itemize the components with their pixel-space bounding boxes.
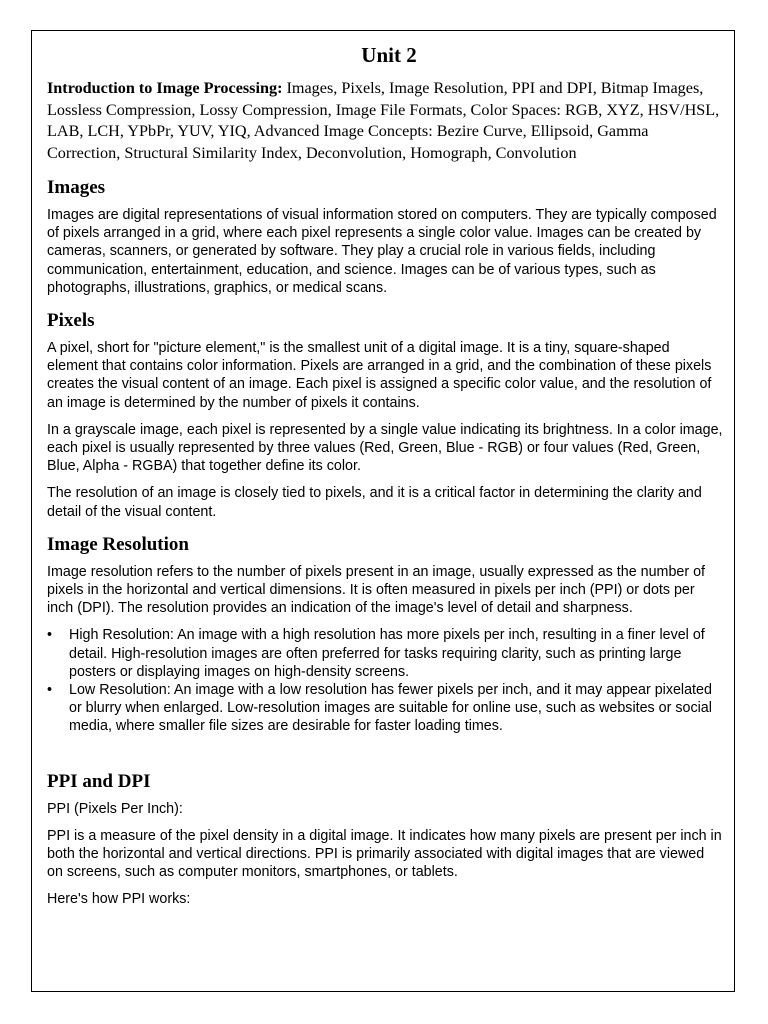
low-resolution-text: Low Resolution: An image with a low resolution has fewer pixels per inch, and it may appear pixelated or blurry when enlarged. Low-resolution images are suitable for online use, such as websites or social media, where smaller file sizes are desirable for faster loading times.	[69, 682, 712, 735]
resolution-bullet-list	[47, 626, 723, 735]
pixels-paragraph-2: In a grayscale image, each pixel is represented by a single value indicating its brightness. In a color image, each pixel is usually represented by three values (Red, Green, Blue - RGB) or four values (Red, Green, Blue, Alpha - RGBA) that together define its color.	[47, 421, 723, 475]
pixels-heading: Pixels	[47, 310, 95, 332]
image-resolution-heading: Image Resolution	[47, 533, 189, 555]
list-item	[47, 681, 723, 736]
high-resolution-text: High Resolution: An image with a high resolution has more pixels per inch, resulting in a finer level of detail. High-resolution images are often preferred for tasks requiring clarity, such as printing large posters or displaying images on high-density screens.	[69, 627, 705, 680]
pixels-paragraph-3: The resolution of an image is closely tied to pixels, and it is a critical factor in determining the clarity and detail of the visual content.	[47, 485, 702, 520]
unit-title: Unit 2	[361, 43, 417, 67]
images-heading: Images	[47, 177, 106, 198]
section-spacer	[47, 736, 723, 770]
bullet-icon: •	[47, 627, 53, 644]
intro-label: Introduction to Image Processing:	[47, 79, 283, 97]
pixels-paragraph-1: A pixel, short for "picture element," is the smallest unit of a digital image. It is a tiny, square-shaped element that contains color information. Pixels are arranged in a grid, and the combination of these pixels creates the visual content of an image. Each pixel is assigned a specific color value, and the resolution of an image is determined by the number of pixels it contains.	[47, 340, 712, 411]
list-item	[47, 626, 723, 681]
ppi-works-paragraph: Here's how PPI works:	[47, 891, 191, 908]
image-resolution-paragraph: Image resolution refers to the number of pixels present in an image, usually expressed as the number of pixels in the horizontal and vertical dimensions. It is often measured in pixels per inch (PPI) or dots per inch (DPI). The resolution provides an indication of the image's level of detail and sharpness.	[47, 563, 706, 617]
intro-text: Images, Pixels, Image Resolution, PPI and DPI, Bitmap Images, Lossless Compression, Lossy Compression, Image File Formats, Color Spaces: RGB, XYZ, HSV/HSL, LAB, LCH, YPbPr, YUV, YIQ, Advanced Image Concepts: Bezire Curve, Ellipsoid, Gamma Correction, Structural Similarity Index, Deconvolution, Homograph, Convolution	[47, 79, 720, 162]
images-paragraph: Images are digital representations of visual information stored on computers. They are typically composed of pixels arranged in a grid, where each pixel represents a single color value. Images can be created by cameras, scanners, or generated by software. They play a crucial role in various fields, including communication, entertainment, education, and science. Images can be of various types, such as photographs, illustrations, graphics, or medical scans.	[47, 207, 717, 296]
intro-paragraph	[47, 78, 723, 164]
ppi-subheading: PPI (Pixels Per Inch):	[47, 800, 183, 817]
bullet-icon: •	[47, 682, 53, 699]
ppi-dpi-heading: PPI and DPI	[47, 770, 151, 792]
ppi-paragraph: PPI is a measure of the pixel density in a digital image. It indicates how many pixels are present per inch in both the horizontal and vertical directions. PPI is primarily associated with digital images that are viewed on screens, such as computer monitors, smartphones, or tablets.	[47, 827, 722, 881]
document-content	[47, 42, 723, 918]
